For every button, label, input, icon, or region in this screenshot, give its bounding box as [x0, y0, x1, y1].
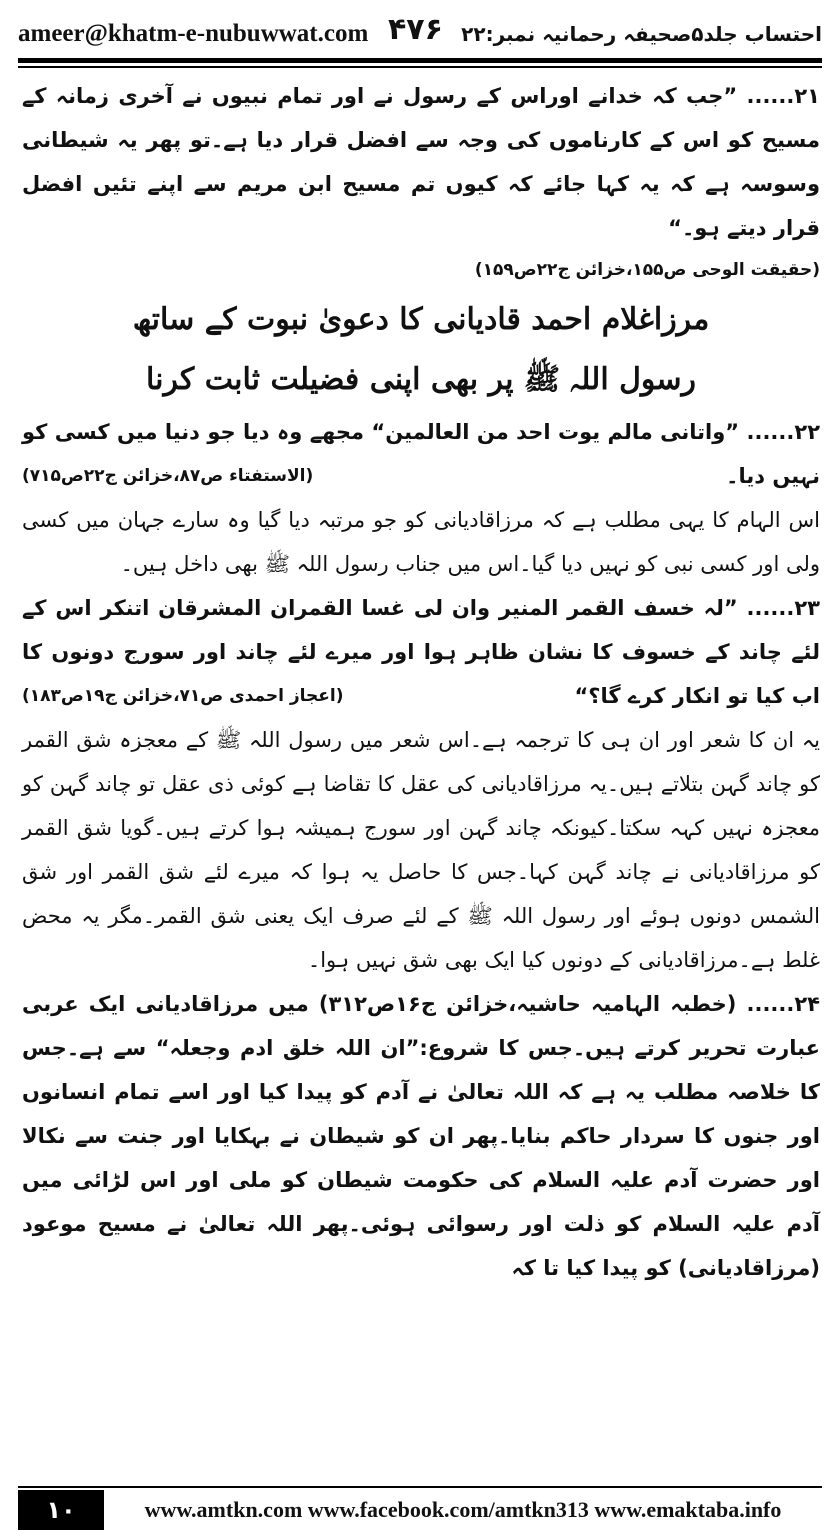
commentary-22: اس الہام کا یہی مطلب ہے کہ مرزاقادیانی کو جو مرتبہ دیا گیا وہ سارے جہان میں کسی ولی اور کسی نبی کو نہیں دیا گیا۔اس میں جناب رسول اللہ ﷺ بھی داخل ہیں۔: [22, 508, 820, 576]
paragraph-24: [22, 982, 820, 1290]
paragraph-text: (خطبہ الہامیہ حاشیہ،خزائن ج۱۶ص۳۱۲) میں مرزاقادیانی ایک عربی عبارت تحریر کرتے ہیں۔جس کا شروع:”ان اللہ خلق ادم وجعلہ“ سے ہے۔جس کا خلاصہ مطلب یہ ہے کہ اللہ تعالیٰ نے آدم کو پیدا کیا اور اسے تمام انسانوں اور جنوں کا سردار حاکم بنایا۔پھر ان کو شیطان نے بہکایا اور جنت سے نکالا اور حضرت آدم علیہ السلام کی حکومت شیطان کو ملی اور اس لڑائی میں آدم علیہ السلام کو ذلت اور رسوائی ہوئی۔پھر اللہ تعالیٰ نے مسیح موعود (مرزاقادیانی) کو پیدا کیا تا کہ: [22, 992, 820, 1280]
footer-rule: [18, 1486, 822, 1488]
section-heading-line-2: رسول اللہ ﷺ پر بھی اپنی فضیلت ثابت کرنا: [145, 362, 697, 397]
header-rule: [18, 58, 822, 68]
citation-21: (حقیقت الوحی ص۱۵۵،خزائن ج۲۲ص۱۵۹): [474, 260, 820, 280]
header-running-head: احتساب جلد۵صحیفہ رحمانیہ نمبر:۲۲: [461, 22, 822, 46]
page-footer: [18, 1490, 822, 1530]
paragraph-text: اس کے لئے چاند کے خسوف کا نشان ظاہر ہوا اور میرے لئے چاند اور سورج دونوں کا اب کیا تو انکار کرے گا؟“: [22, 596, 820, 708]
paragraph-text: ”جب کہ خدانے اوراس کے رسول نے اور تمام نبیوں نے آخری زمانہ کے مسیح کو اس کے کارناموں کی وجہ سے افضل قرار دیا ہے۔تو پھر یہ شیطانی وسوسہ ہے کہ یہ کہا جائے کہ کیوں تم مسیح ابن مریم سے اپنے تئیں افضل قرار دیتے ہو۔“: [22, 84, 820, 240]
section-heading-line-1: مرزاغلام احمد قادیانی کا دعویٰ نبوت کے ساتھ: [132, 302, 710, 337]
header-page-number: ۴۷۶: [388, 12, 443, 47]
paragraph-number: ۲۱......: [746, 84, 820, 108]
header-email[interactable]: ameer@khatm-e-nubuwwat.com: [18, 20, 369, 47]
paragraph-number: ۲۲......: [746, 420, 821, 444]
paragraph-number: ۲۳......: [746, 596, 820, 620]
footer-page-box: ۱۰: [18, 1490, 104, 1530]
paragraph-number: ۲۴......: [746, 992, 820, 1016]
paragraph-text: مجھے وہ دیا جو دنیا میں کسی کو نہیں دیا۔: [22, 420, 820, 488]
arabic-quote: ”واتانی مالم یوت احد من العالمین“: [371, 420, 740, 444]
citation-23: (اعجاز احمدی ص۷۱،خزائن ج۱۹ص۱۸۳): [22, 686, 344, 706]
commentary-23: یہ ان کا شعر اور ان ہی کا ترجمہ ہے۔اس شعر میں رسول اللہ ﷺ کے معجزہ شق القمر کو چاند گہن بتلاتے ہیں۔یہ مرزاقادیانی کی عقل کا تقاضا ہے کوئی ذی عقل تو چاند گہن کو معجزہ نہیں کہہ سکتا۔کیونکہ چاند گہن اور سورج ہمیشہ ہوا کرتے ہیں۔گویا شق القمر کو مرزاقادیانی نے چاند گہن کہا۔جس کا حاصل یہ ہوا کہ میرے لئے شق القمر اور شق الشمس دونوں ہوئے اور رسول اللہ ﷺ کے لئے صرف ایک یعنی شق القمر۔مگر یہ محض غلط ہے۔مرزاقادیانی کے دونوں کیا ایک بھی شق نہیں ہوا۔: [22, 728, 820, 972]
paragraph-21: [22, 74, 820, 250]
paragraph-22: [22, 410, 820, 498]
arabic-quote: ”لہ خسف القمر المنیر وان لی غسا القمران المشرقان اتنکر: [100, 596, 738, 620]
footer-links[interactable]: www.amtkn.com www.facebook.com/amtkn313 www.emaktaba.info: [144, 1497, 782, 1522]
page-header: [18, 14, 822, 54]
page-body: [22, 74, 820, 1290]
citation-22: (الاستفتاء ص۸۷،خزائن ج۲۲ص۷۱۵): [22, 466, 314, 486]
paragraph-23: [22, 586, 820, 718]
